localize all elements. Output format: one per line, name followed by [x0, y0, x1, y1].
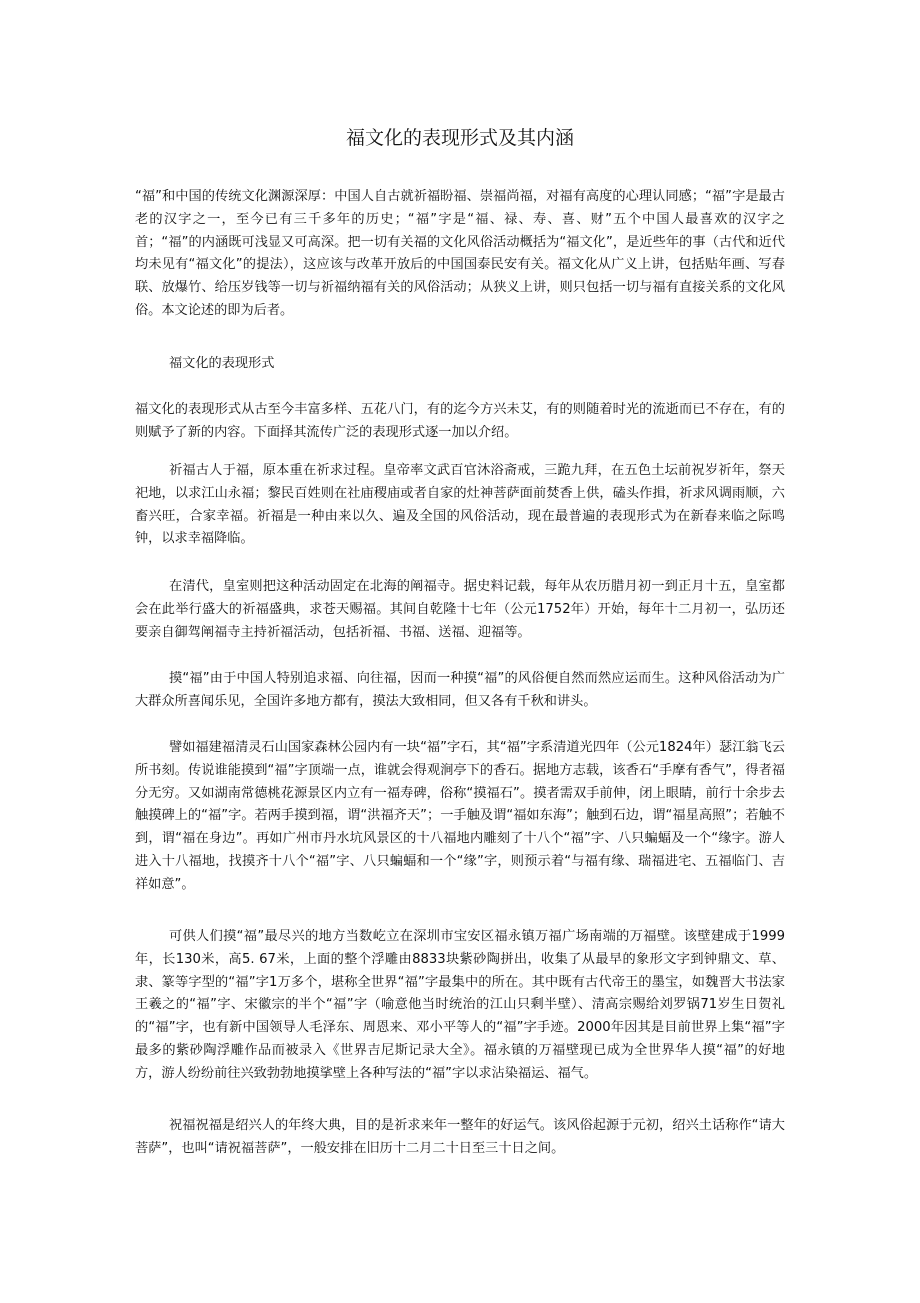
body-paragraph-zhufu: 祝福祝福是绍兴人的年终大典，目的是祈求来年一整年的好运气。该风俗起源于元初，绍兴土话称作“请大菩萨”，也叫“请祝福菩萨”，一般安排在旧历十二月二十日至三十日之间。 — [135, 1118, 785, 1156]
body-paragraph-touch-fu: 摸“福”由于中国人特别追求福、向往福，因而一种摸“福”的风俗便自然而然应运而生。这种风俗活动为广大群众所喜闻乐见，全国许多地方都有，摸法大致相同，但又各有千秋和讲头。 — [135, 671, 785, 709]
intro-paragraph: “福”和中国的传统文化渊源深厚：中国人自古就祈福盼福、崇福尚福，对福有高度的心理认同感；“福”字是最古老的汉字之一，至今已有三千多年的历史；“福”字是“福、禄、寿、喜、财”五个中国人最喜欢的汉字之首；“福”的内涵既可浅显又可高深。把一切有关福的文化风俗活动概括为“福文化”，是近些年的事（古代和近代均未见有“福文化”的提法），这应该与改革开放后的中国国泰民安有关。福文化从广义上讲，包括贴年画、写春联、放爆竹、给压岁钱等一切与祈福纳福有关的风俗活动；从狭义上讲，则只包括一切与福有直接关系的文化风俗。本文论述的即为后者。 — [135, 189, 785, 318]
section-intro-paragraph: 福文化的表现形式从古至今丰富多样、五花八门，有的迄今方兴未艾，有的则随着时光的流逝而已不存在，有的则赋予了新的内容。下面择其流传广泛的表现形式逐一加以介绍。 — [135, 402, 785, 440]
document-title: 福文化的表现形式及其内涵 — [345, 127, 574, 149]
body-paragraph-prayer: 祈福古人于福，原本重在祈求过程。皇帝率文武百官沐浴斋戒，三跪九拜，在五色土坛前祝岁祈年，祭天祀地，以求江山永福；黎民百姓则在社庙稷庙或者自家的灶神菩萨面前焚香上供，磕头作揖，祈求风调雨顺，六畜兴旺，合家幸福。祈福是一种由来以久、遍及全国的风俗活动，现在最普遍的表现形式为在新春来临之际鸣钟，以求幸福降临。 — [135, 463, 785, 547]
body-paragraph-qing-dynasty: 在清代，皇室则把这种活动固定在北海的阐福寺。据史料记载，每年从农历腊月初一到正月十五，皇室都会在此举行盛大的祈福盛典，求苍天赐福。其间自乾隆十七年（公元1752年）开始，每年十二月初一，弘历还要亲自御驾阐福寺主持祈福活动，包括祈福、书福、送福、迎福等。 — [135, 579, 785, 640]
body-paragraph-wanfu-wall: 可供人们摸“福”最尽兴的地方当数屹立在深圳市宝安区福永镇万福广场南端的万福壁。该壁建成于1999年，长130米，高5. 67米，上面的整个浮雕由8833块紫砂陶拼出，收集了从最早的象形文字到钟鼎文、草、隶、篆等字型的“福”字1万多个，堪称全世界“福”字最集中的所在。其中既有古代帝王的墨宝，如魏晋大书法家王羲之的“福”字、宋徽宗的半个“福”字（喻意他当时统治的江山只剩半壁）、清高宗赐给刘罗锅71岁生日贺礼的“福”字，也有新中国领导人毛泽东、周恩来、邓小平等人的“福”字手迹。2000年因其是目前世界上集“福”字最多的紫砂陶浮雕作品而被录入《世界吉尼斯记录大全》。福永镇的万福壁现已成为全世界华人摸“福”的好地方，游人纷纷前往兴致勃勃地摸挲壁上各种写法的“福”字以求沾染福运、福气。 — [135, 929, 785, 1081]
section-heading: 福文化的表现形式 — [169, 356, 275, 371]
body-paragraph-examples: 譬如福建福清灵石山国家森林公园内有一块“福”字石，其“福”字系清道光四年（公元1824年）瑟江翁飞云所书刻。传说谁能摸到“福”字顶端一点，谁就会得观涧亭下的香石。据地方志载，该香石“手摩有香气”，得者福分无穷。又如湖南常德桃花源景区内立有一福寿碑，俗称“摸福石”。摸者需双手前伸，闭上眼睛，前行十余步去触摸碑上的“福”字。若两手摸到福，谓“洪福齐天”；一手触及谓“福如东海”；触到石边，谓“福星高照”；若触不到，谓“福在身边”。再如广州市丹水坑风景区的十八福地内雕刻了十八个“福”字、八只蝙蝠及一个“缘字。游人进入十八福地，找摸齐十八个“福”字、八只蝙蝠和一个“缘”字，则预示着“与福有缘、瑞福进宅、五福临门、吉祥如意”。 — [135, 740, 785, 892]
